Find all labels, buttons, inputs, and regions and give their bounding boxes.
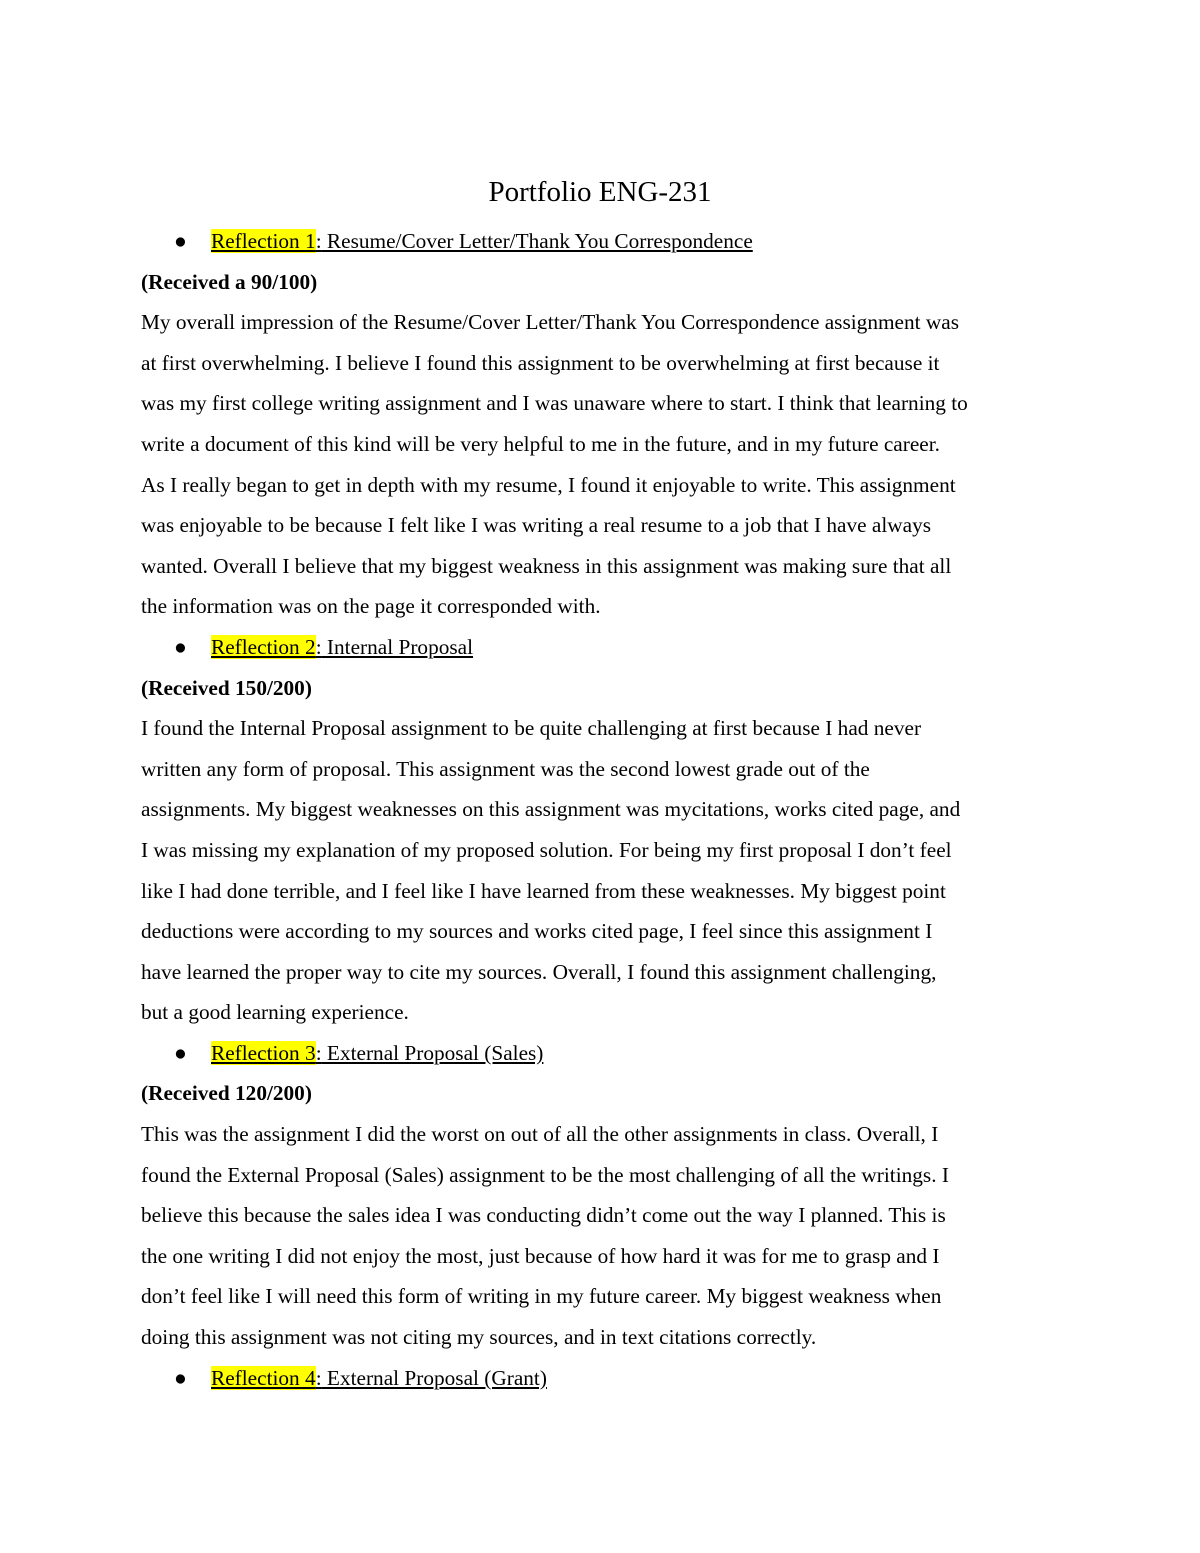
reflection-separator: : [315, 634, 322, 659]
paragraph-line: believe this because the sales idea I was conducting didn’t come out the way I planned. This is [141, 1203, 946, 1228]
paragraph-line: My overall impression of the Resume/Cover Letter/Thank You Correspondence assignment was [141, 310, 959, 335]
paragraph-line: I was missing my explanation of my proposed solution. For being my first proposal I don’t feel [141, 837, 952, 862]
reflection-topic: External Proposal (Sales) [321, 1040, 544, 1065]
paragraph-line: don’t feel like I will need this form of writing in my future career. My biggest weakness when [141, 1284, 942, 1309]
bullet-icon: ● [174, 229, 187, 253]
section-heading [141, 627, 1071, 668]
paragraph-line: like I had done terrible, and I feel like I have learned from these weaknesses. My biggest point [141, 878, 946, 903]
reflection-separator: : [315, 1365, 322, 1390]
reflection-topic: Resume/Cover Letter/Thank You Correspondence [321, 229, 753, 253]
paragraph-line: doing this assignment was not citing my sources, and in text citations correctly. [141, 1325, 817, 1350]
reflection-label: Reflection 1 [211, 229, 316, 253]
grade-text: (Received a 90/100) [141, 269, 318, 294]
bullet-icon: ● [174, 1040, 187, 1065]
paragraph-line: assignments. My biggest weaknesses on this assignment was mycitations, works cited page, and [141, 797, 961, 822]
paragraph-line: was enjoyable to be because I felt like I was writing a real resume to a job that I have always [141, 513, 932, 538]
paragraph-line: have learned the proper way to cite my sources. Overall, I found this assignment challenging, [141, 959, 937, 984]
paragraph-line: was my first college writing assignment and I was unaware where to start. I think that learning to [141, 391, 968, 416]
paragraph-line: the information was on the page it corresponded with. [141, 594, 601, 619]
paragraph-line: at first overwhelming. I believe I found this assignment to be overwhelming at first because it [141, 350, 940, 375]
paragraph-line: This was the assignment I did the worst on out of all the other assignments in class. Overall, I [141, 1122, 939, 1147]
paragraph-line: found the External Proposal (Sales) assignment to be the most challenging of all the writings. I [141, 1162, 949, 1187]
reflection-label: Reflection 3 [211, 1040, 316, 1065]
paragraph-line: write a document of this kind will be very helpful to me in the future, and in my future career. [141, 431, 940, 456]
section-heading [141, 1033, 1071, 1074]
paragraph [141, 1114, 1071, 1358]
paragraph-line: wanted. Overall I believe that my biggest weakness in this assignment was making sure that all [141, 553, 952, 578]
section-heading [141, 221, 1071, 262]
paragraph [141, 302, 1071, 627]
paragraph-line: As I really began to get in depth with my resume, I found it enjoyable to write. This assignment [141, 472, 956, 497]
document-body [141, 221, 1071, 1398]
bullet-icon: ● [174, 634, 187, 659]
grade-text: (Received 120/200) [141, 1081, 312, 1106]
paragraph [141, 708, 1071, 1033]
reflection-separator: : [315, 1040, 322, 1065]
reflection-topic: External Proposal (Grant) [321, 1365, 547, 1390]
paragraph-line: the one writing I did not enjoy the most, just because of how hard it was for me to grasp and I [141, 1243, 940, 1268]
paragraph-line: written any form of proposal. This assignment was the second lowest grade out of the [141, 756, 870, 781]
paragraph-line: deductions were according to my sources and works cited page, I feel since this assignment I [141, 919, 933, 944]
reflection-label: Reflection 2 [211, 634, 316, 659]
reflection-label: Reflection 4 [211, 1365, 316, 1390]
document-title: Portfolio ENG-231 [488, 176, 712, 208]
paragraph-line: I found the Internal Proposal assignment to be quite challenging at first because I had never [141, 716, 922, 741]
bullet-icon: ● [174, 1365, 187, 1390]
paragraph-line: but a good learning experience. [141, 1000, 409, 1025]
reflection-topic: Internal Proposal [321, 634, 474, 659]
reflection-separator: : [315, 229, 322, 253]
section-heading [141, 1358, 1071, 1399]
grade-text: (Received 150/200) [141, 675, 312, 700]
